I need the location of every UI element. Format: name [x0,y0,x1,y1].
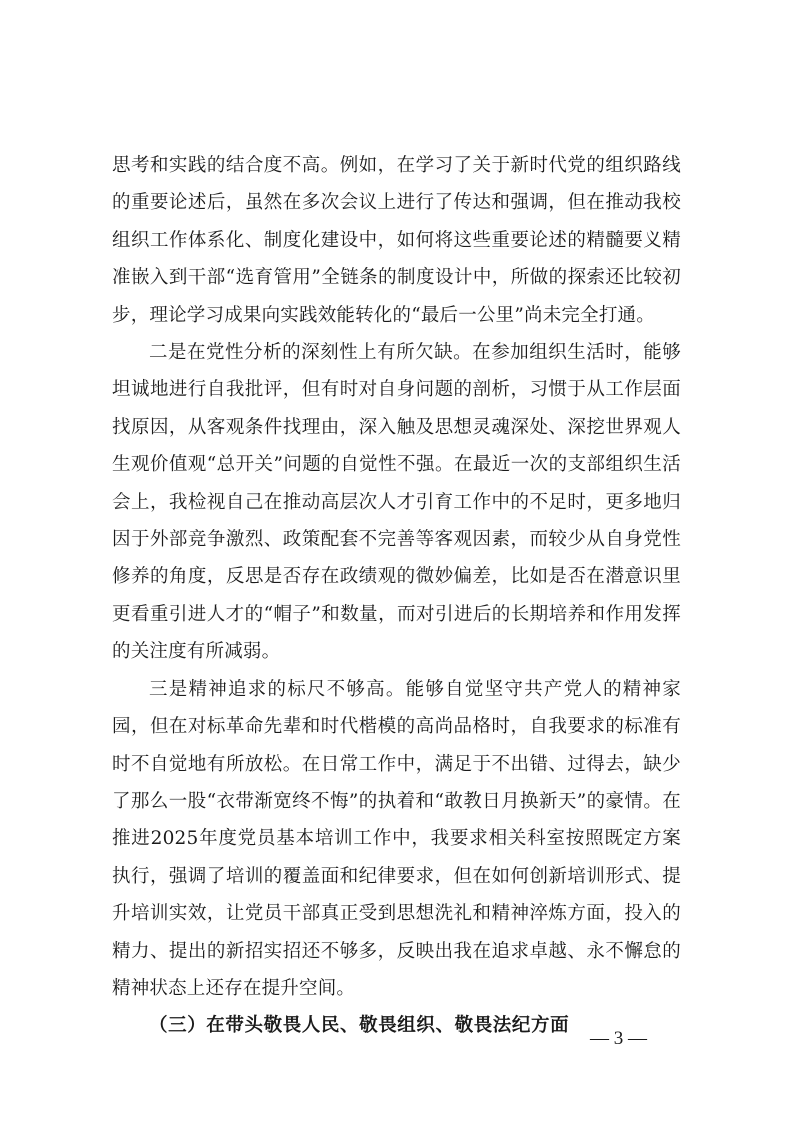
paragraph-spiritual-pursuit: 三是精神追求的标尺不够高。能够自觉坚守共产党人的精神家园，但在对标革命先辈和时代楷模的高尚品格时，自我要求的标准有时不自觉地有所放松。在日常工作中，满足于不出错、过得去，缺少了那么一股“衣带渐宽终不悔”的执着和“敢教日月换新天”的豪情。在推进2025年度党员基本培训工作中，我要求相关科室按照既定方案执行，强调了培训的覆盖面和纪律要求，但在如何创新培训形式、提升培训实效，让党员干部真正受到思想洗礼和精神淬炼方面，投入的精力、提出的新招实招还不够多，反映出我在追求卓越、永不懈怠的精神状态上还存在提升空间。 [112,678,681,999]
document-body [112,147,681,1045]
section-subheading: （三）在带头敬畏人民、敬畏组织、敬畏法纪方面 [149,1015,570,1037]
paragraph-party-spirit-analysis: 二是在党性分析的深刻性上有所欠缺。在参加组织生活时，能够坦诚地进行自我批评，但有时对自身问题的剖析，习惯于从工作层面找原因，从客观条件找理由，深入触及思想灵魂深处、深挖世界观人生观价值观“总开关”问题的自觉性不强。在最近一次的支部组织生活会上，我检视自己在推动高层次人才引育工作中的不足时，更多地归因于外部竞争激烈、政策配套不完善等客观因素，而较少从自身党性修养的角度，反思是否存在政绩观的微妙偏差，比如是否在潜意识里更看重引进人才的“帽子”和数量，而对引进后的长期培养和作用发挥的关注度有所减弱。 [112,342,681,663]
paragraph-continuation: 思考和实践的结合度不高。例如，在学习了关于新时代党的组织路线的重要论述后，虽然在多次会议上进行了传达和强调，但在推动我校组织工作体系化、制度化建设中，如何将这些重要论述的精髓要义精准嵌入到干部“选育管用”全链条的制度设计中，所做的探索还比较初步，理论学习成果向实践效能转化的“最后一公里”尚未完全打通。 [112,155,681,326]
page-number: — 3 — [590,1028,647,1049]
